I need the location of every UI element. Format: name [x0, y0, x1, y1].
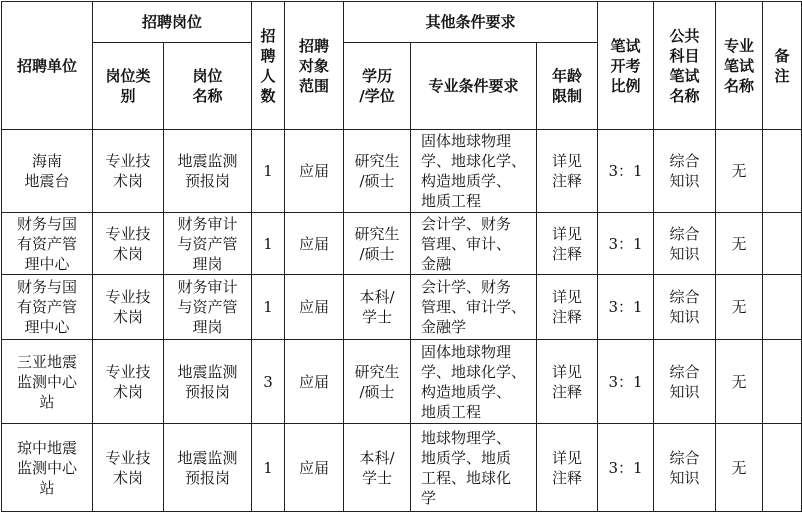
- table-row: [2, 130, 802, 213]
- cell-count: 1: [252, 130, 285, 213]
- cell-count: 3: [252, 340, 285, 424]
- header-public-exam: 公共 科目 笔试 名称: [654, 2, 716, 130]
- cell-unit: 海南 地震台: [2, 130, 93, 213]
- table-row: [2, 275, 802, 340]
- table-row: [2, 424, 802, 512]
- cell-major-exam: 无: [716, 130, 763, 213]
- header-education: 学历 /学位: [344, 43, 411, 130]
- cell-unit: 财务与国 有资产管 理中心: [2, 213, 93, 275]
- cell-education: 研究生 /硕士: [344, 213, 411, 275]
- cell-unit: 财务与国 有资产管 理中心: [2, 275, 93, 340]
- cell-age: 详见 注释: [537, 424, 598, 512]
- cell-remark: [763, 130, 802, 213]
- cell-education: 研究生 /硕士: [344, 130, 411, 213]
- header-remark: 备 注: [763, 2, 802, 130]
- header-position-name: 岗位 名称: [164, 43, 252, 130]
- cell-major: 固体地球物理 学、地球化学、 构造地质学、 地质工程: [411, 340, 537, 424]
- header-major: 专业条件要求: [411, 43, 537, 130]
- header-row-1: [2, 2, 802, 43]
- cell-target: 应届: [285, 424, 344, 512]
- header-target: 招聘 对象 范围: [285, 2, 344, 130]
- cell-public-exam: 综合 知识: [654, 340, 716, 424]
- table-row: [2, 340, 802, 424]
- cell-name: 地震监测 预报岗: [164, 424, 252, 512]
- cell-ratio: 3：1: [598, 130, 654, 213]
- table-row: [2, 213, 802, 275]
- cell-remark: [763, 213, 802, 275]
- cell-ratio: 3：1: [598, 213, 654, 275]
- cell-public-exam: 综合 知识: [654, 213, 716, 275]
- cell-remark: [763, 340, 802, 424]
- cell-type: 专业技 术岗: [93, 275, 164, 340]
- cell-remark: [763, 275, 802, 340]
- cell-count: 1: [252, 213, 285, 275]
- cell-major: 固体地球物理 学、地球化学、 构造地质学、 地质工程: [411, 130, 537, 213]
- cell-age: 详见 注释: [537, 340, 598, 424]
- cell-count: 1: [252, 275, 285, 340]
- cell-education: 本科/ 学士: [344, 424, 411, 512]
- header-headcount: 招 聘 人 数: [252, 2, 285, 130]
- cell-public-exam: 综合 知识: [654, 130, 716, 213]
- header-position-type: 岗位类 别: [93, 43, 164, 130]
- recruitment-table: [1, 1, 802, 512]
- cell-target: 应届: [285, 275, 344, 340]
- cell-target: 应届: [285, 130, 344, 213]
- cell-type: 专业技 术岗: [93, 130, 164, 213]
- cell-major-exam: 无: [716, 275, 763, 340]
- cell-public-exam: 综合 知识: [654, 424, 716, 512]
- cell-major-exam: 无: [716, 340, 763, 424]
- cell-major-exam: 无: [716, 213, 763, 275]
- cell-ratio: 3：1: [598, 275, 654, 340]
- cell-name: 地震监测 预报岗: [164, 130, 252, 213]
- cell-target: 应届: [285, 213, 344, 275]
- cell-count: 1: [252, 424, 285, 512]
- header-other-group: 其他条件要求: [344, 2, 598, 43]
- cell-name: 财务审计 与资产管 理岗: [164, 213, 252, 275]
- cell-unit: 三亚地震 监测中心 站: [2, 340, 93, 424]
- cell-age: 详见 注释: [537, 213, 598, 275]
- cell-type: 专业技 术岗: [93, 424, 164, 512]
- cell-name: 地震监测 预报岗: [164, 340, 252, 424]
- cell-type: 专业技 术岗: [93, 340, 164, 424]
- header-unit: 招聘单位: [2, 2, 93, 130]
- cell-type: 专业技 术岗: [93, 213, 164, 275]
- header-position-group: 招聘岗位: [93, 2, 252, 43]
- header-ratio: 笔试 开考 比例: [598, 2, 654, 130]
- cell-education: 本科/ 学士: [344, 275, 411, 340]
- cell-age: 详见 注释: [537, 275, 598, 340]
- cell-unit: 琼中地震 监测中心 站: [2, 424, 93, 512]
- cell-name: 财务审计 与资产管 理岗: [164, 275, 252, 340]
- cell-public-exam: 综合 知识: [654, 275, 716, 340]
- cell-remark: [763, 424, 802, 512]
- cell-target: 应届: [285, 340, 344, 424]
- cell-major-exam: 无: [716, 424, 763, 512]
- header-age: 年龄 限制: [537, 43, 598, 130]
- cell-major: 地球物理学、 地质学、地质 工程、地球化 学: [411, 424, 537, 512]
- cell-major: 会计学、财务 管理、审计、 金融: [411, 213, 537, 275]
- cell-ratio: 3：1: [598, 424, 654, 512]
- cell-age: 详见 注释: [537, 130, 598, 213]
- cell-education: 研究生 /硕士: [344, 340, 411, 424]
- cell-ratio: 3：1: [598, 340, 654, 424]
- cell-major: 会计学、财务 管理、审计学、 金融学: [411, 275, 537, 340]
- header-major-exam: 专业 笔试 名称: [716, 2, 763, 130]
